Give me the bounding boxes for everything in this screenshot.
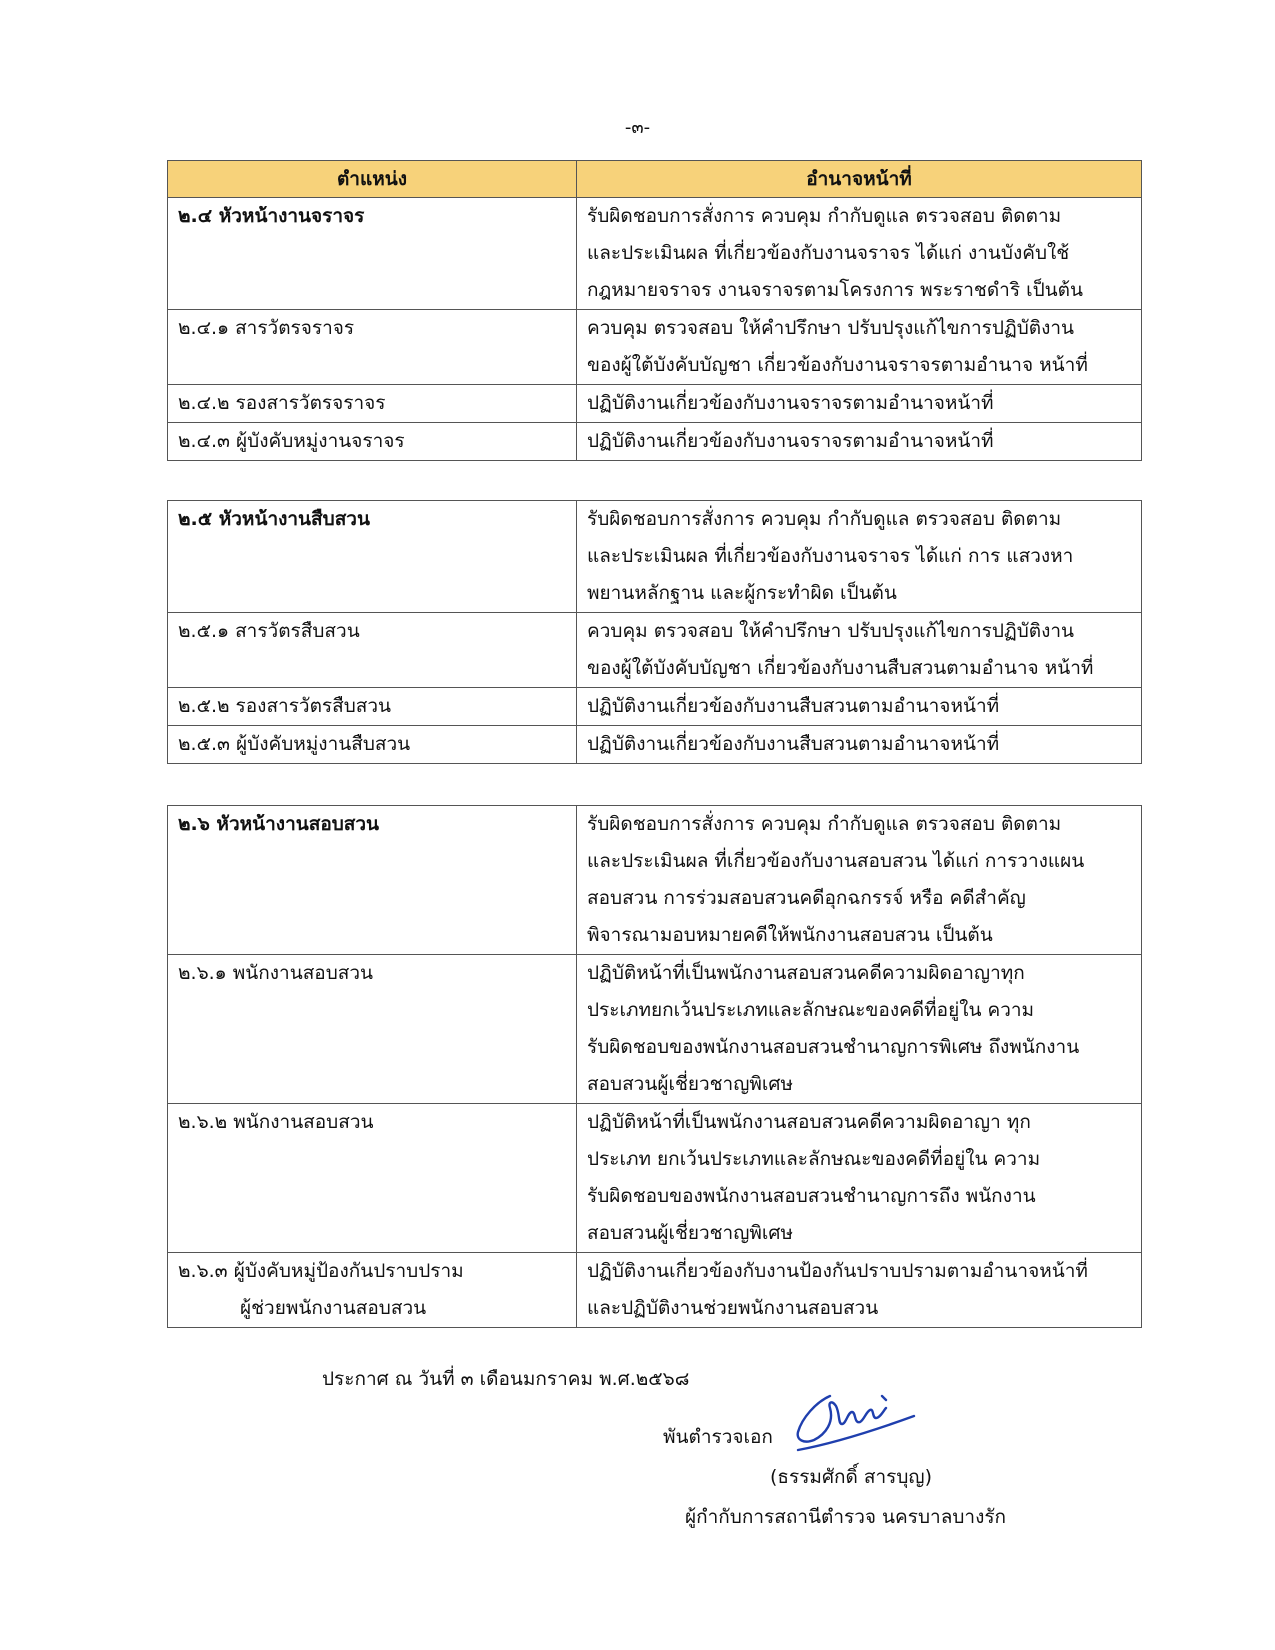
signature-stroke: [798, 1396, 914, 1450]
duty-line: ประเภทยกเว้นประเภทและลักษณะของคดีที่อยู่ใน ความ: [587, 999, 1035, 1021]
table-row: [168, 613, 1142, 688]
duty-line: สอบสวน การร่วมสอบสวนคดีอุกฉกรรจ์ หรือ คดีสำคัญ: [587, 887, 1026, 909]
duty-line: สอบสวนผู้เชี่ยวชาญพิเศษ: [587, 1222, 794, 1244]
duty-line: สอบสวนผู้เชี่ยวชาญพิเศษ: [587, 1073, 794, 1095]
position-cell: ๒.๖.๒ พนักงานสอบสวน: [168, 1104, 577, 1253]
position-cell: ๒.๔.๑ สารวัตรจราจร: [168, 310, 577, 385]
duty-cell: [577, 1104, 1142, 1253]
duty-line: รับผิดชอบการสั่งการ ควบคุม กำกับดูแล ตรวจสอบ ติดตาม: [587, 813, 1062, 835]
duty-line: พิจารณามอบหมายคดีให้พนักงานสอบสวน เป็นต้น: [587, 924, 993, 946]
duty-table-inquiry: [167, 805, 1142, 1328]
header-position: ตำแหน่ง: [168, 161, 577, 198]
table-row: [168, 198, 1142, 310]
duty-cell: ปฏิบัติงานเกี่ยวข้องกับงานสืบสวนตามอำนาจหน้าที่: [577, 688, 1142, 726]
table-row: [168, 385, 1142, 423]
position-line: ผู้ช่วยพนักงานสอบสวน: [240, 1297, 427, 1319]
duty-line: กฎหมายจราจร งานจราจรตามโครงการ พระราชดำริ เป็นต้น: [587, 279, 1083, 301]
signer-name: (ธรรมศักดิ์ สารบุญ): [770, 1466, 933, 1488]
table-row: [168, 806, 1142, 955]
duty-line: ปฏิบัติหน้าที่เป็นพนักงานสอบสวนคดีความผิดอาญา ทุก: [587, 1111, 1031, 1133]
duty-line: และปฏิบัติงานช่วยพนักงานสอบสวน: [587, 1297, 879, 1319]
duty-line: และประเมินผล ที่เกี่ยวข้องกับงานจราจร ได้แก่ งานบังคับใช้: [587, 242, 1070, 264]
duty-cell: [577, 1253, 1142, 1328]
signer-title: ผู้กำกับการสถานีตำรวจ นครบาลบางรัก: [685, 1506, 1007, 1528]
duty-line: และประเมินผล ที่เกี่ยวข้องกับงานจราจร ได้แก่ การ แสวงหา: [587, 545, 1074, 567]
table-row: [168, 501, 1142, 613]
position-cell: ๒.๖.๑ พนักงานสอบสวน: [168, 955, 577, 1104]
duty-line: ปฏิบัติงานเกี่ยวข้องกับงานป้องกันปราบปรามตามอำนาจหน้าที่: [587, 1260, 1088, 1282]
table-row: [168, 726, 1142, 764]
duty-table-investigation: [167, 500, 1142, 764]
duty-line: ควบคุม ตรวจสอบ ให้คำปรึกษา ปรับปรุงแก้ไขการปฏิบัติงาน: [587, 620, 1075, 642]
duty-line: ประเภท ยกเว้นประเภทและลักษณะของคดีที่อยู่ใน ความ: [587, 1148, 1041, 1170]
duty-line: ของผู้ใต้บังคับบัญชา เกี่ยวข้องกับงานจราจรตามอำนาจ หน้าที่: [587, 354, 1088, 376]
duty-cell: [577, 955, 1142, 1104]
position-line: ๒.๖.๓ ผู้บังคับหมู่ป้องกันปราบปราม: [178, 1260, 464, 1282]
duty-line: ปฏิบัติหน้าที่เป็นพนักงานสอบสวนคดีความผิดอาญาทุก: [587, 962, 1025, 984]
position-cell: ๒.๕.๓ ผู้บังคับหมู่งานสืบสวน: [168, 726, 577, 764]
handwritten-signature: [790, 1388, 920, 1458]
duty-cell: [577, 613, 1142, 688]
header-duty: อำนาจหน้าที่: [577, 161, 1142, 198]
position-cell: ๒.๕.๒ รองสารวัตรสืบสวน: [168, 688, 577, 726]
duty-cell: [577, 198, 1142, 310]
duty-table-traffic: [167, 160, 1142, 461]
duty-line: รับผิดชอบของพนักงานสอบสวนชำนาญการพิเศษ ถึงพนักงาน: [587, 1036, 1080, 1058]
table-row: [168, 423, 1142, 461]
announcement-date: ประกาศ ณ วันที่ ๓ เดือนมกราคม พ.ศ.๒๕๖๘: [322, 1368, 690, 1390]
duty-cell: ปฏิบัติงานเกี่ยวข้องกับงานจราจรตามอำนาจหน้าที่: [577, 385, 1142, 423]
table-row: [168, 688, 1142, 726]
duty-line: พยานหลักฐาน และผู้กระทำผิด เป็นต้น: [587, 582, 897, 604]
page-number: -๓-: [624, 117, 651, 138]
duty-line: รับผิดชอบการสั่งการ ควบคุม กำกับดูแล ตรวจสอบ ติดตาม: [587, 205, 1062, 227]
duty-line: รับผิดชอบการสั่งการ ควบคุม กำกับดูแล ตรวจสอบ ติดตาม: [587, 508, 1062, 530]
duty-cell: [577, 501, 1142, 613]
duty-cell: [577, 806, 1142, 955]
duty-cell: ปฏิบัติงานเกี่ยวข้องกับงานจราจรตามอำนาจหน้าที่: [577, 423, 1142, 461]
table-row: [168, 1253, 1142, 1328]
signer-rank: พันตำรวจเอก: [663, 1426, 773, 1448]
table-row: [168, 310, 1142, 385]
duty-line: และประเมินผล ที่เกี่ยวข้องกับงานสอบสวน ได้แก่ การวางแผน: [587, 850, 1085, 872]
duty-line: ของผู้ใต้บังคับบัญชา เกี่ยวข้องกับงานสืบสวนตามอำนาจ หน้าที่: [587, 657, 1094, 679]
table-row: [168, 955, 1142, 1104]
table-row: [168, 1104, 1142, 1253]
position-cell: ๒.๖ หัวหน้างานสอบสวน: [168, 806, 577, 955]
position-cell: ๒.๕.๑ สารวัตรสืบสวน: [168, 613, 577, 688]
duty-line: ควบคุม ตรวจสอบ ให้คำปรึกษา ปรับปรุงแก้ไขการปฏิบัติงาน: [587, 317, 1075, 339]
duty-cell: [577, 310, 1142, 385]
position-cell: ๒.๔.๒ รองสารวัตรจราจร: [168, 385, 577, 423]
position-cell: ๒.๔ หัวหน้างานจราจร: [168, 198, 577, 310]
table-header-row: [168, 161, 1142, 198]
position-cell: ๒.๕ หัวหน้างานสืบสวน: [168, 501, 577, 613]
duty-line: รับผิดชอบของพนักงานสอบสวนชำนาญการถึง พนักงาน: [587, 1185, 1036, 1207]
duty-cell: ปฏิบัติงานเกี่ยวข้องกับงานสืบสวนตามอำนาจหน้าที่: [577, 726, 1142, 764]
position-cell: ๒.๔.๓ ผู้บังคับหมู่งานจราจร: [168, 423, 577, 461]
position-cell: [168, 1253, 577, 1328]
